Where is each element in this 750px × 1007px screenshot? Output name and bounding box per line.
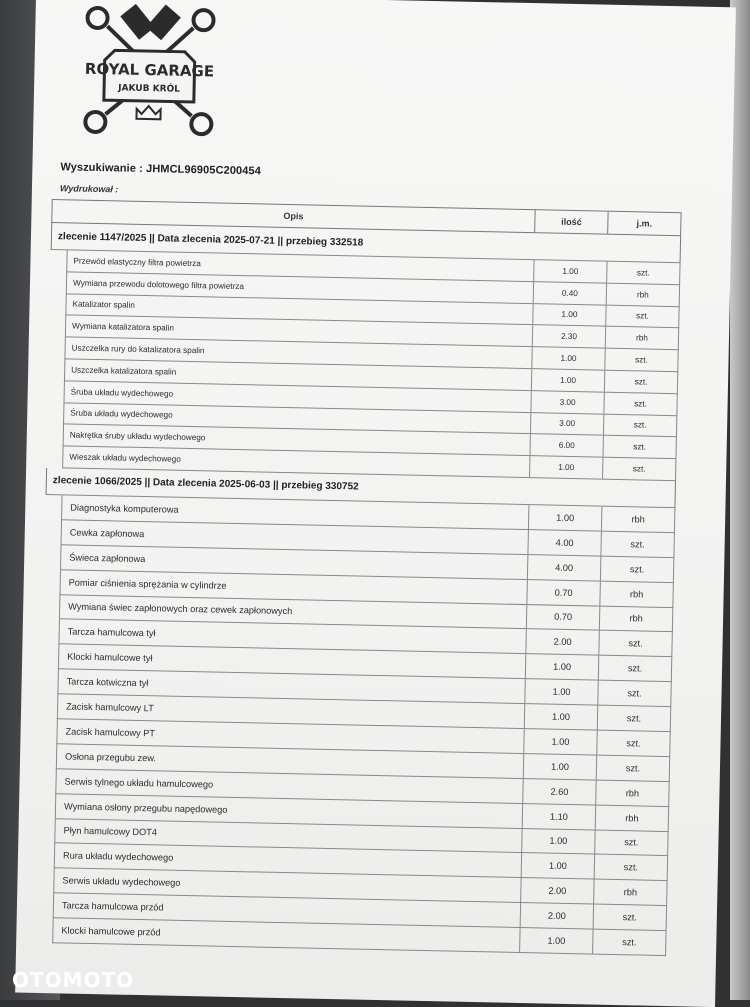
order-group: [46, 223, 681, 481]
item-quantity: 2.60: [523, 779, 596, 804]
item-unit: rbh: [625, 812, 639, 824]
services-table: [36, 199, 681, 956]
item-description: Przewód elastyczny filtra powietrza: [67, 250, 534, 281]
item-unit: rbh: [629, 588, 644, 600]
item-unit: szt.: [624, 837, 639, 848]
search-label: Wyszukiwanie : JHMCL96905C200454: [60, 161, 261, 178]
item-quantity: 0.70: [527, 580, 600, 605]
otomoto-watermark: OTOMOTO: [12, 968, 135, 992]
item-unit: szt.: [628, 638, 643, 649]
item-description: Uszczelka rury do katalizatora spalin: [65, 338, 532, 369]
item-quantity: 2.00: [526, 630, 599, 655]
item-quantity: 4.00: [528, 555, 601, 580]
item-description: Tarcza hamulcowa tył: [59, 620, 526, 654]
item-quantity: 2.00: [521, 878, 594, 903]
logo-owner-text: JAKUB KRÓL: [118, 83, 181, 95]
item-unit: rbh: [625, 787, 640, 799]
item-description: Osłona przegubu zew.: [57, 744, 524, 778]
item-unit: rbh: [635, 333, 648, 343]
item-description: Serwis tylnego układu hamulcowego: [56, 769, 523, 803]
order-header: zlecenie 1066/2025 || Data zlecenia 2025-06-03 || przebieg 330752: [46, 468, 676, 508]
item-description: Świeca zapłonowa: [61, 545, 528, 579]
item-quantity: 1.00: [524, 754, 597, 779]
item-description: Uszczelka katalizatora spalin: [65, 359, 532, 390]
item-quantity: 1.00: [530, 456, 603, 478]
logo-brand-text: ROYAL GARAGE: [84, 59, 215, 81]
background-right: [730, 0, 750, 1000]
item-quantity: 1.00: [532, 347, 605, 369]
item-description: Nakrętka śruby układu wydechowego: [64, 425, 531, 456]
item-quantity: 0.70: [527, 605, 600, 630]
item-description: Płyn hamulcowy DOT4: [55, 819, 522, 853]
crown-icon: [136, 106, 160, 119]
item-quantity: 1.00: [525, 679, 598, 704]
item-quantity: 1.00: [534, 260, 607, 282]
item-description: Wymiana katalizatora spalin: [66, 316, 533, 347]
item-unit: szt.: [632, 464, 646, 474]
item-quantity: 2.00: [521, 903, 594, 928]
item-unit: szt.: [626, 713, 642, 724]
item-quantity: 1.00: [529, 505, 602, 530]
item-quantity: 2.30: [533, 326, 606, 348]
item-description: Śruba układu wydechowego: [65, 381, 532, 412]
item-description: Śruba układu wydechowego: [64, 403, 531, 434]
item-quantity: 1.00: [526, 654, 599, 679]
header-quantity: ilość: [535, 210, 608, 234]
item-unit: szt.: [625, 763, 641, 774]
item-description: Klocki hamulcowe tył: [59, 645, 526, 679]
item-quantity: 1.00: [525, 704, 598, 729]
item-quantity: 3.00: [531, 413, 604, 435]
header-unit: j.m.: [636, 218, 653, 229]
item-description: Serwis układu wydechowego: [54, 869, 521, 903]
item-unit: szt.: [636, 268, 650, 278]
item-quantity: 1.00: [532, 369, 605, 391]
item-description: Tarcza kotwiczna tył: [58, 669, 525, 703]
item-unit: rbh: [631, 514, 645, 525]
item-quantity: 3.00: [531, 391, 604, 413]
item-unit: szt.: [635, 311, 649, 322]
item-quantity: 1.00: [533, 304, 606, 326]
item-quantity: 1.10: [523, 804, 596, 829]
item-description: Wymiana osłony przegubu napędowego: [56, 794, 523, 828]
item-unit: szt.: [626, 738, 641, 749]
item-description: Wymiana przewodu dolotowego filtra powietrza: [67, 272, 534, 303]
item-quantity: 6.00: [530, 435, 603, 457]
item-unit: szt.: [634, 377, 648, 387]
item-unit: szt.: [629, 563, 645, 575]
item-description: Pomiar ciśnienia sprężania w cylindrze: [60, 570, 527, 604]
printed-page: [15, 0, 736, 1007]
item-quantity: 1.00: [520, 928, 593, 953]
item-unit: rbh: [623, 887, 638, 898]
item-description: Zacisk hamulcowy PT: [57, 719, 524, 753]
item-description: Wymiana świec zapłonowych oraz cewek zapłonowych: [60, 595, 527, 629]
item-unit: szt.: [622, 937, 637, 948]
item-unit: szt.: [623, 862, 639, 873]
item-description: Katalizator spalin: [66, 294, 533, 325]
item-unit: rbh: [636, 290, 649, 300]
header-description: Opis: [52, 200, 535, 232]
printed-by-label: Wydrukował :: [59, 183, 119, 195]
item-description: Tarcza hamulcowa przód: [54, 893, 521, 927]
item-description: Klocki hamulcowe przód: [53, 918, 520, 952]
order-group: [36, 468, 676, 956]
item-unit: szt.: [622, 912, 638, 923]
item-description: Diagnostyka komputerowa: [62, 495, 529, 529]
item-quantity: 0.40: [534, 282, 607, 304]
item-unit: szt.: [633, 420, 647, 431]
item-description: Zacisk hamulcowy LT: [58, 694, 525, 728]
item-unit: szt.: [633, 442, 647, 452]
item-quantity: 1.00: [522, 853, 595, 878]
item-unit: rbh: [629, 613, 643, 624]
item-quantity: 4.00: [528, 530, 601, 555]
item-quantity: 1.00: [524, 729, 597, 754]
order-header: zlecenie 1147/2025 || Data zlecenia 2025-07-21 || przebieg 332518: [51, 223, 681, 263]
item-quantity: 1.00: [522, 829, 595, 854]
item-unit: szt.: [627, 663, 643, 674]
item-unit: szt.: [630, 539, 645, 550]
item-unit: szt.: [634, 398, 648, 409]
item-unit: szt.: [627, 688, 642, 699]
item-unit: szt.: [635, 355, 648, 365]
royal-garage-logo: [73, 0, 226, 143]
item-description: Rura układu wydechowego: [55, 844, 522, 878]
item-description: Cewka zapłonowa: [62, 520, 529, 554]
item-description: Wieszak układu wydechowego: [63, 447, 530, 478]
